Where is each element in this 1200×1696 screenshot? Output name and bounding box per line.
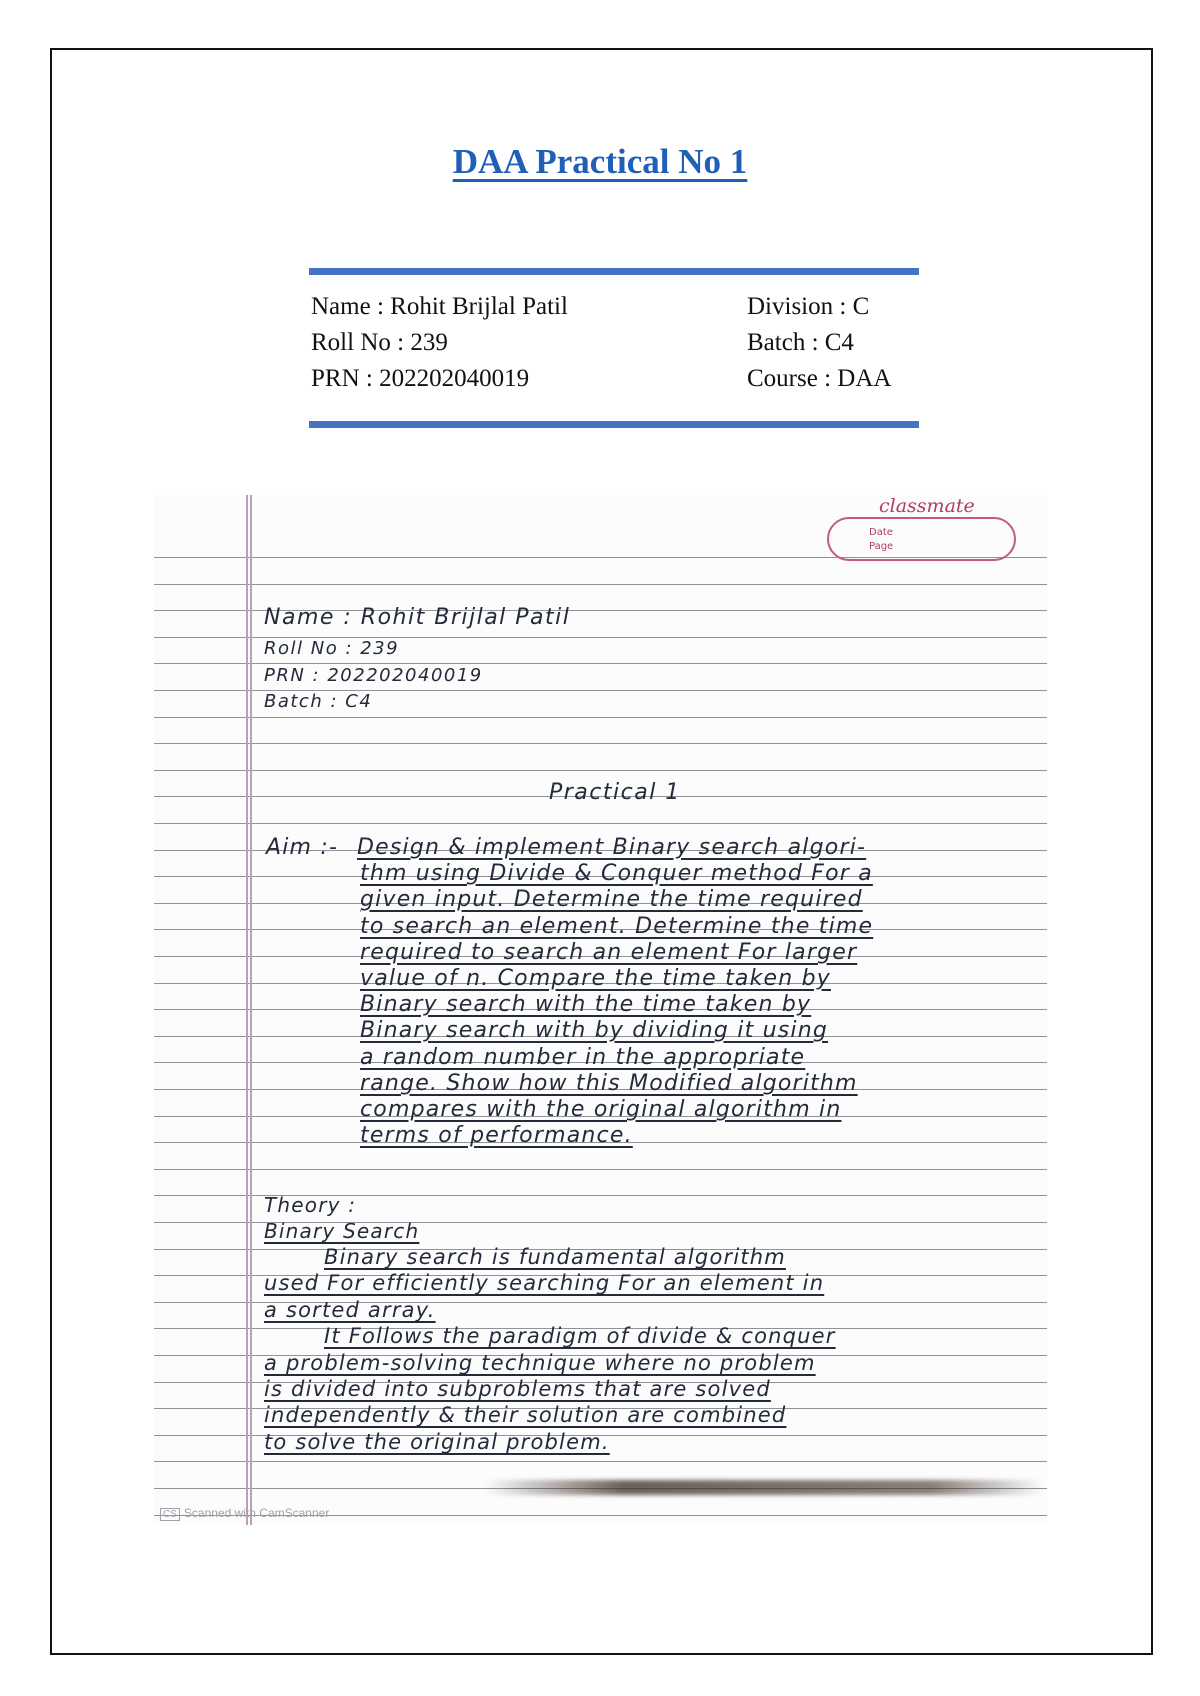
logo-date-label: Date (869, 527, 893, 538)
ruled-line (154, 1461, 1047, 1462)
hw-header-line: Batch : C4 (264, 691, 373, 712)
ruled-line (154, 743, 1047, 744)
hw-heading: Practical 1 (549, 780, 681, 805)
hw-theory-line: a sorted array. (264, 1298, 436, 1322)
hw-aim-line: terms of performance. (360, 1123, 633, 1148)
notebook-scan (154, 495, 1047, 1525)
classmate-logo (819, 495, 1024, 565)
ruled-line (154, 1169, 1047, 1170)
hw-aim-line: given input. Determine the time required (360, 887, 863, 912)
hw-aim-label: Aim :- (266, 835, 339, 860)
hw-theory-line: independently & their solution are combined (264, 1403, 787, 1427)
ruled-line (154, 823, 1047, 824)
student-name: Name : Rohit Brijlal Patil (311, 293, 568, 320)
camscanner-watermark (160, 1506, 329, 1521)
hw-aim-line: thm using Divide & Conquer method For a (360, 861, 873, 886)
hw-aim-line: value of n. Compare the time taken by (360, 966, 831, 991)
page-title: DAA Practical No 1 (452, 142, 748, 181)
hw-theory-line: a problem-solving technique where no problem (264, 1351, 816, 1375)
hw-aim-line: required to search an element For larger (360, 940, 858, 965)
scan-shadow (484, 1480, 1044, 1495)
margin-line (246, 495, 248, 1525)
watermark-text: Scanned with CamScanner (183, 1506, 330, 1520)
course: Course : DAA (747, 365, 892, 392)
division: Division : C (747, 293, 870, 320)
batch: Batch : C4 (747, 329, 854, 356)
hw-aim-line: Design & implement Binary search algori- (357, 835, 867, 860)
hw-theory-label: Theory : (264, 1193, 357, 1217)
hw-aim-line: Binary search with the time taken by (360, 992, 812, 1017)
hw-aim-line: to search an element. Determine the time (360, 914, 874, 939)
header-rule-bottom (309, 421, 919, 428)
hw-aim-line: Binary search with by dividing it using (360, 1018, 829, 1043)
hw-theory-subheading: Binary Search (264, 1219, 420, 1243)
hw-theory-line: is divided into subproblems that are solved (264, 1377, 771, 1401)
logo-oval (827, 517, 1016, 561)
prn-number: PRN : 202202040019 (311, 365, 530, 392)
hw-theory-line: to solve the original problem. (264, 1430, 610, 1454)
hw-theory-line: It Follows the paradigm of divide & conquer (324, 1324, 836, 1348)
hw-aim-line: a random number in the appropriate (360, 1045, 806, 1070)
logo-brand: classmate (879, 495, 975, 517)
margin-line (250, 495, 252, 1525)
hw-aim-line: compares with the original algorithm in (360, 1097, 842, 1122)
hw-theory-line: Binary search is fundamental algorithm (324, 1245, 786, 1269)
logo-page-label: Page (869, 541, 894, 552)
ruled-line (154, 717, 1047, 718)
hw-aim-line: range. Show how this Modified algorithm (360, 1071, 858, 1096)
hw-theory-line: used For efficiently searching For an element in (264, 1271, 825, 1295)
hw-header-line: Name : Rohit Brijlal Patil (264, 605, 571, 630)
ruled-line (154, 663, 1047, 664)
hw-header-line: Roll No : 239 (264, 638, 400, 659)
roll-number: Roll No : 239 (311, 329, 448, 356)
ruled-line (154, 770, 1047, 771)
ruled-line (154, 584, 1047, 585)
cs-badge: CS (160, 1508, 180, 1521)
hw-header-line: PRN : 202202040019 (264, 665, 483, 686)
header-rule-top (309, 268, 919, 275)
